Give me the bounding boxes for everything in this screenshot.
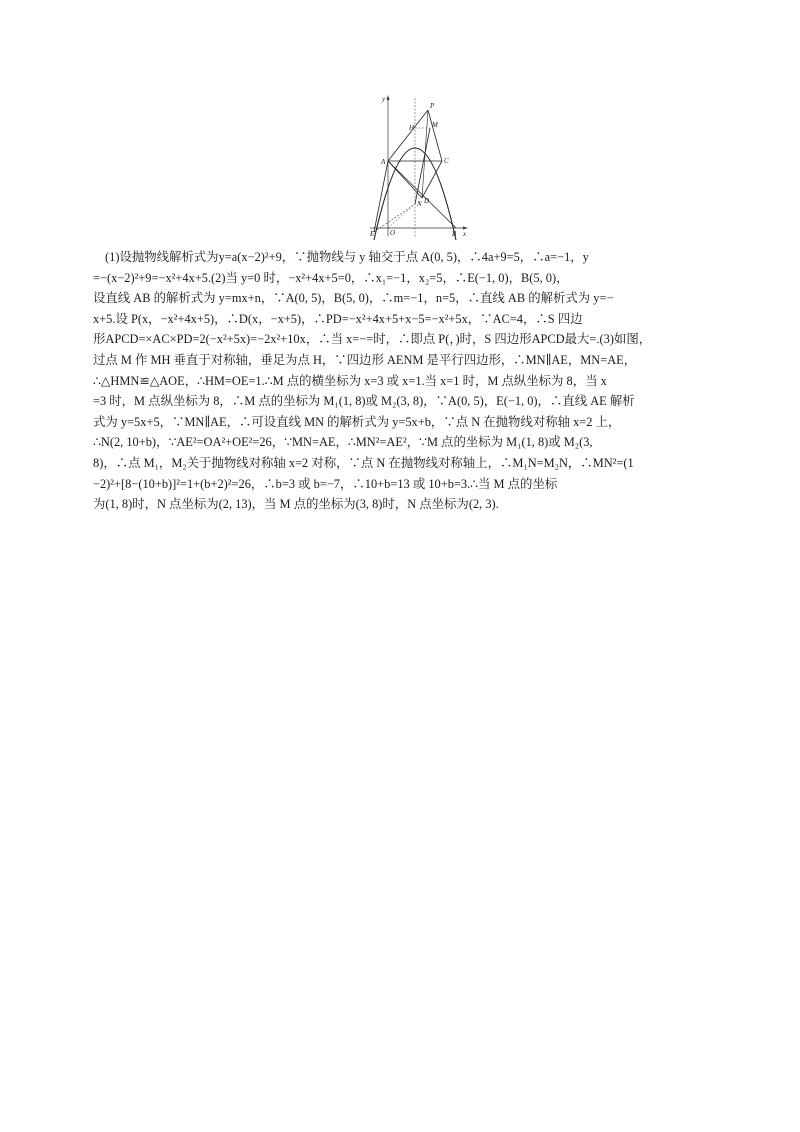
label-y: y bbox=[382, 95, 386, 103]
solution-line: 式为 y=5x+5，∵MN∥AE，∴可设直线 MN 的解析式为 y=5x+b，∵点 N 在抛物线对称轴 x=2 上， bbox=[93, 414, 621, 429]
label-m: M bbox=[432, 121, 438, 129]
label-e: E bbox=[370, 230, 375, 238]
y-axis-arrow bbox=[387, 95, 390, 100]
label-x: x bbox=[463, 230, 467, 238]
segment-ap bbox=[388, 110, 428, 161]
solution-line: 为(1, 8)时，N 点坐标为(2, 13)，当 M 点的坐标为(3, 8)时，N 点坐标为(2, 3). bbox=[93, 497, 499, 512]
label-c: C bbox=[444, 157, 449, 165]
solution-line: −2)²+[8−(10+b)]²=1+(b+2)²=26，∴b=3 或 b=−7，∴10+b=13 或 10+b=3.∴当 M 点的坐标 bbox=[93, 476, 558, 491]
parabola-diagram bbox=[360, 92, 470, 242]
label-o: O bbox=[390, 229, 396, 237]
solution-line: 过点 M 作 MH 垂直于对称轴，垂足为点 H，∵四边形 AENM 是平行四边形，∴MN∥AE，MN=AE， bbox=[93, 352, 637, 367]
label-n: N bbox=[417, 200, 422, 208]
solution-line: 8)，∴点 M₁，M₂关于抛物线对称轴 x=2 对称，∵点 N 在抛物线对称轴上，∴M₁N=M₂N，∴MN²=(1 bbox=[93, 455, 634, 470]
solution-line: ∴△HMN≌△AOE，∴HM=OE=1.∴M 点的横坐标为 x=3 或 x=1.当 x=1 时，M 点纵坐标为 8，当 x bbox=[93, 373, 607, 388]
label-a: A bbox=[381, 158, 386, 166]
solution-text bbox=[93, 247, 705, 515]
solution-line: =−(x−2)²+9=−x²+4x+5.(2)当 y=0 时，−x²+4x+5=0，∴x₁=−1，x₂=5，∴E(−1, 0)，B(5, 0)， bbox=[93, 270, 569, 285]
solution-line: =3 时，M 点纵坐标为 8，∴M 点的坐标为 M₁(1, 8)或 M₂(3, 8)，∵A(0, 5)，E(−1, 0)，∴直线 AE 解析 bbox=[93, 394, 635, 409]
segment-on bbox=[388, 204, 415, 228]
segment-ae bbox=[374, 161, 388, 232]
segment-pc bbox=[428, 110, 442, 161]
solution-line: 设直线 AB 的解析式为 y=mx+n，∵A(0, 5)，B(5, 0)，∴m=−1，n=5，∴直线 AB 的解析式为 y=− bbox=[93, 291, 614, 306]
solution-line: x+5.设 P(x，−x²+4x+5)，∴D(x，−x+5)，∴PD=−x²+4x+5+x−5=−x²+5x，∵AC=4，∴S 四边 bbox=[93, 311, 583, 326]
label-b: B bbox=[452, 230, 457, 238]
solution-line: (1)设抛物线解析式为y=a(x−2)²+9，∵抛物线与 y 轴交于点 A(0, 5)，∴4a+9=5，∴a=−1，y bbox=[105, 250, 589, 264]
solution-line: 形APCD=×AC×PD=2(−x²+5x)=−2x²+10x，∴当 x=−=时，∴即点 P(，)时，S 四边形APCD最大=.(3)如图， bbox=[93, 332, 652, 347]
label-d: D bbox=[424, 197, 430, 205]
solution-line: ∴N(2, 10+b)，∵AE²=OA²+OE²=26，∵MN=AE，∴MN²=AE²，∵M 点的坐标为 M₁(1, 8)或 M₂(3, bbox=[93, 435, 593, 450]
label-h: H bbox=[409, 124, 415, 132]
label-p: P bbox=[430, 102, 435, 110]
parabola-figure bbox=[360, 92, 470, 242]
